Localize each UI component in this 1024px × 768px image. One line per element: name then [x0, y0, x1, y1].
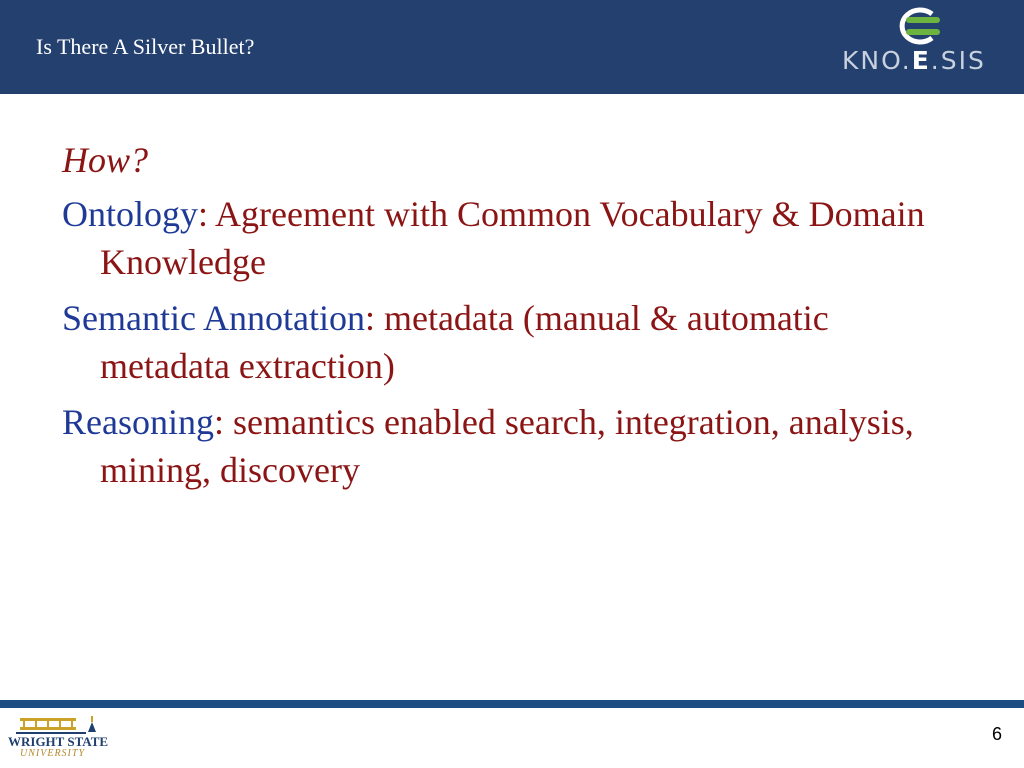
footer-bar: [0, 700, 1024, 708]
bullet-ontology: [62, 190, 962, 286]
term-label: Reasoning: [62, 402, 214, 442]
slide-body: [62, 136, 962, 502]
university-name: WRIGHT STATE: [8, 734, 109, 749]
term-description: : Agreement with Common Vocabulary & Domain Knowledge: [100, 194, 925, 282]
bullet-reasoning: [62, 398, 962, 494]
logo-text-e: E: [911, 46, 931, 75]
university-subtitle: UNIVERSITY: [20, 748, 85, 759]
term-description: : semantics enabled search, integration, analysis, mining, discovery: [100, 402, 914, 490]
term-label: Semantic Annotation: [62, 298, 365, 338]
page-number: 6: [992, 724, 1003, 744]
wright-state-university-logo-icon: [6, 712, 110, 736]
lead-line: How?: [62, 140, 149, 180]
wright-state-logo: [6, 712, 110, 766]
slide-header: [0, 0, 1024, 94]
knoesis-e-logo-icon: [888, 6, 948, 46]
term-description: : metadata (manual & automatic metadata extraction): [100, 298, 829, 386]
logo-text-pre: KNO.: [842, 46, 912, 75]
slide-title: Is There A Silver Bullet?: [36, 34, 255, 59]
logo-text-post: .SIS: [930, 46, 986, 75]
bullet-semantic-annotation: [62, 294, 962, 390]
logo-wordmark: [842, 46, 1006, 75]
knoesis-logo: [838, 6, 1008, 86]
term-label: Ontology: [62, 194, 199, 234]
